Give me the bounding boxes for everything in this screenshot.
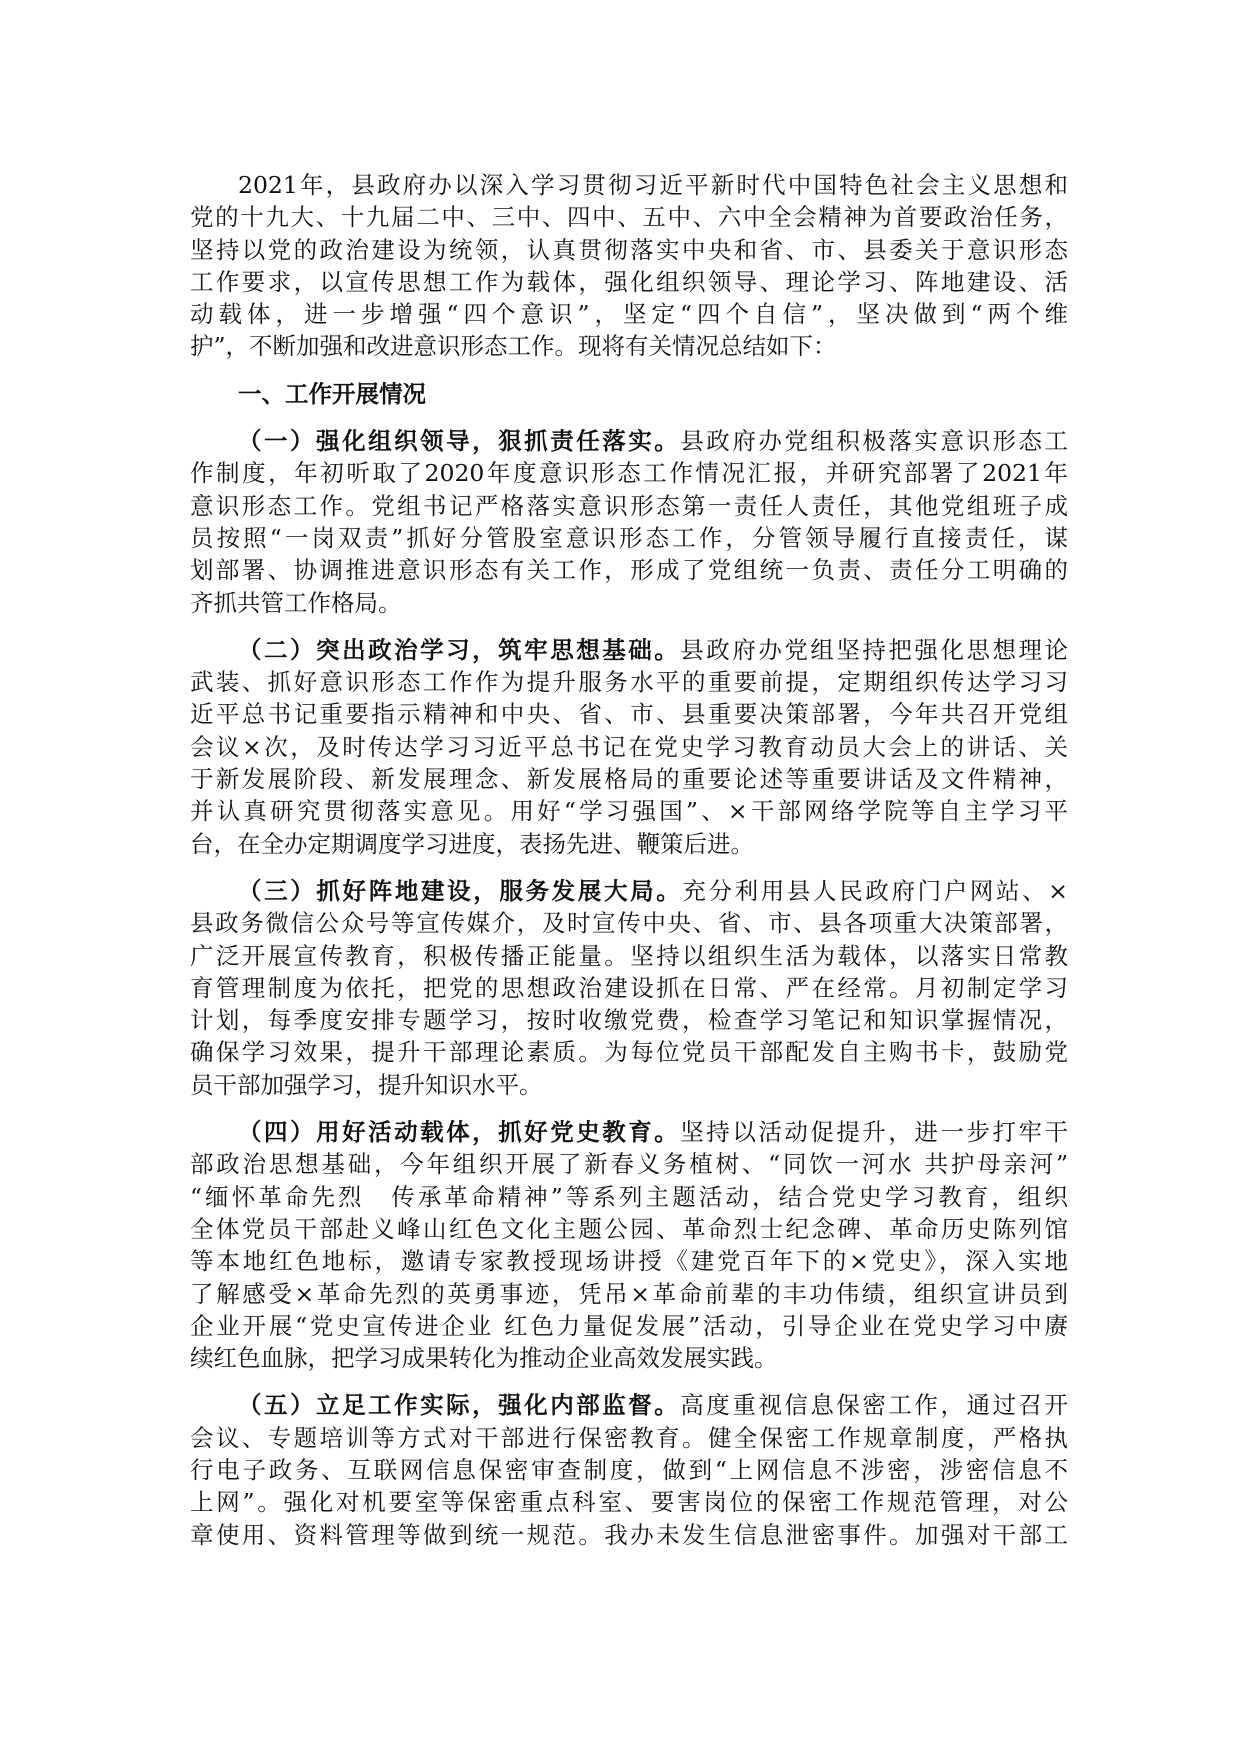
text-line: 企业开展“党史宣传进企业 红色力量促发展”活动，引导企业在党史学习中赓 (190, 1311, 1068, 1340)
text-line: 工作要求，以宣传思想工作为载体，强化组织领导、理论学习、阵地建设、活 (190, 267, 1068, 296)
section-paragraph (190, 1116, 1068, 1374)
text-line: “缅怀革命先烈 传承革命精神”等系列主题活动，结合党史学习教育，组织 (190, 1182, 1068, 1211)
text-line (190, 425, 1068, 457)
section-paragraph (190, 875, 1068, 1101)
text-line: 会议、专题培训等方式对干部进行保密教育。健全保密工作规章制度，严格执 (190, 1423, 1068, 1452)
section-paragraph (190, 425, 1068, 619)
text-line (190, 875, 1068, 907)
text-line: 行电子政务、互联网信息保密审查制度，做到“上网信息不涉密，涉密信息不 (190, 1455, 1068, 1484)
text-line (190, 1389, 1068, 1421)
text-line: 确保学习效果，提升干部理论素质。为每位党员干部配发自主购书卡，鼓励党 (190, 1038, 1068, 1067)
text-line: 划部署、协调推进意识形态有关工作，形成了党组统一负责、责任分工明确的 (190, 556, 1068, 585)
text-line: 续红色血脉，把学习成果转化为推动企业高效发展实践。 (190, 1344, 778, 1373)
text-line: 武装、抓好意识形态工作作为提升服务水平的重要前提，定期组织传达学习习 (190, 668, 1068, 697)
text-line: 动载体，进一步增强“四个意识”，坚定“四个自信”，坚决做到“两个维 (190, 300, 1068, 329)
section-paragraph (190, 1389, 1068, 1550)
text-line: 并认真研究贯彻落实意见。用好“学习强国”、×干部网络学院等自主学习平 (190, 797, 1068, 826)
text-line: 护”，不断加强和改进意识形态工作。现将有关情况总结如下： (190, 332, 837, 361)
text-line: 坚持以党的政治建设为统领，认真贯彻落实中央和省、市、县委关于意识形态 (190, 235, 1068, 264)
text-line: 育管理制度为依托，把党的思想政治建设抓在日常、严在经常。月初制定学习 (190, 973, 1068, 1002)
text-line: 广泛开展宣传教育，积极传播正能量。坚持以组织生活为载体，以落实日常教 (190, 941, 1068, 970)
text-line: 上网”。强化对机要室等保密重点科室、要害岗位的保密工作规范管理，对公 (190, 1488, 1068, 1517)
section-text: 高度重视信息保密工作，通过召开 (680, 1391, 1069, 1420)
text-line: 近平总书记重要指示精神和中央、省、市、县重要决策部署，今年共召开党组 (190, 700, 1068, 729)
text-line: 2021年，县政府办以深入学习贯彻习近平新时代中国特色社会主义思想和 (238, 171, 1068, 199)
sections (190, 425, 1068, 1551)
text-line: 意识形态工作。党组书记严格落实意识形态第一责任人责任，其他党组班子成 (190, 491, 1068, 520)
text-line: 了解感受×革命先烈的英勇事迹，凭吊×革命前辈的丰功伟绩，组织宣讲员到 (190, 1279, 1068, 1308)
text-line: 全体党员干部赴义峰山红色文化主题公园、革命烈士纪念碑、革命历史陈列馆 (190, 1214, 1068, 1243)
section-lead: （四）用好活动载体，抓好党史教育。 (238, 1118, 681, 1147)
text-line: 章使用、资料管理等做到统一规范。我办未发生信息泄密事件。加强对干部工 (190, 1520, 1068, 1549)
section-lead: （二）突出政治学习，筑牢思想基础。 (238, 635, 681, 664)
section-text: 县政府办党组坚持把强化思想理论 (680, 635, 1069, 664)
section-lead: （三）抓好阵地建设，服务发展大局。 (238, 876, 683, 905)
text-line (190, 634, 1068, 666)
text-line: 员干部加强学习，提升知识水平。 (190, 1070, 543, 1099)
section-paragraph (190, 634, 1068, 860)
text-line: 齐抓共管工作格局。 (190, 588, 402, 617)
text-line: 等本地红色地标，邀请专家教授现场讲授《建党百年下的×党史》，深入实地 (190, 1247, 1068, 1276)
text-line: 员按照“一岗双责”抓好分管股室意识形态工作，分管领导履行直接责任，谋 (190, 523, 1068, 552)
text-line: 计划，每季度安排专题学习，按时收缴党费，检查学习笔记和知识掌握情况， (190, 1006, 1068, 1035)
text-line: 于新发展阶段、新发展理念、新发展格局的重要论述等重要讲话及文件精神， (190, 765, 1068, 794)
text-line: 党的十九大、十九届二中、三中、四中、五中、六中全会精神为首要政治任务， (190, 203, 1068, 232)
intro-paragraph (190, 169, 1068, 363)
section-text: 充分利用县人民政府门户网站、× (682, 876, 1068, 905)
section-lead: （一）强化组织领导，狠抓责任落实。 (238, 427, 681, 456)
text-line: 作制度，年初听取了2020年度意识形态工作情况汇报，并研究部署了2021年 (190, 459, 1068, 488)
section-lead: （五）立足工作实际，强化内部监督。 (238, 1391, 681, 1420)
section-heading: 一、工作开展情况 (238, 379, 426, 408)
text-line (190, 1116, 1068, 1148)
document-page (190, 169, 1068, 1566)
text-line: 会议×次，及时传达学习习近平总书记在党史学习教育动员大会上的讲话、关 (190, 732, 1068, 761)
text-line: 台，在全办定期调度学习进度，表扬先进、鞭策后进。 (190, 829, 754, 858)
text-line: 部政治思想基础，今年组织开展了新春义务植树、“同饮一河水 共护母亲河” (190, 1150, 1068, 1179)
section-text: 县政府办党组积极落实意识形态工 (680, 427, 1069, 456)
section-text: 坚持以活动促提升，进一步打牢干 (680, 1118, 1069, 1147)
text-line: 县政务微信公众号等宣传媒介，及时宣传中央、省、市、县各项重大决策部署， (190, 909, 1068, 938)
